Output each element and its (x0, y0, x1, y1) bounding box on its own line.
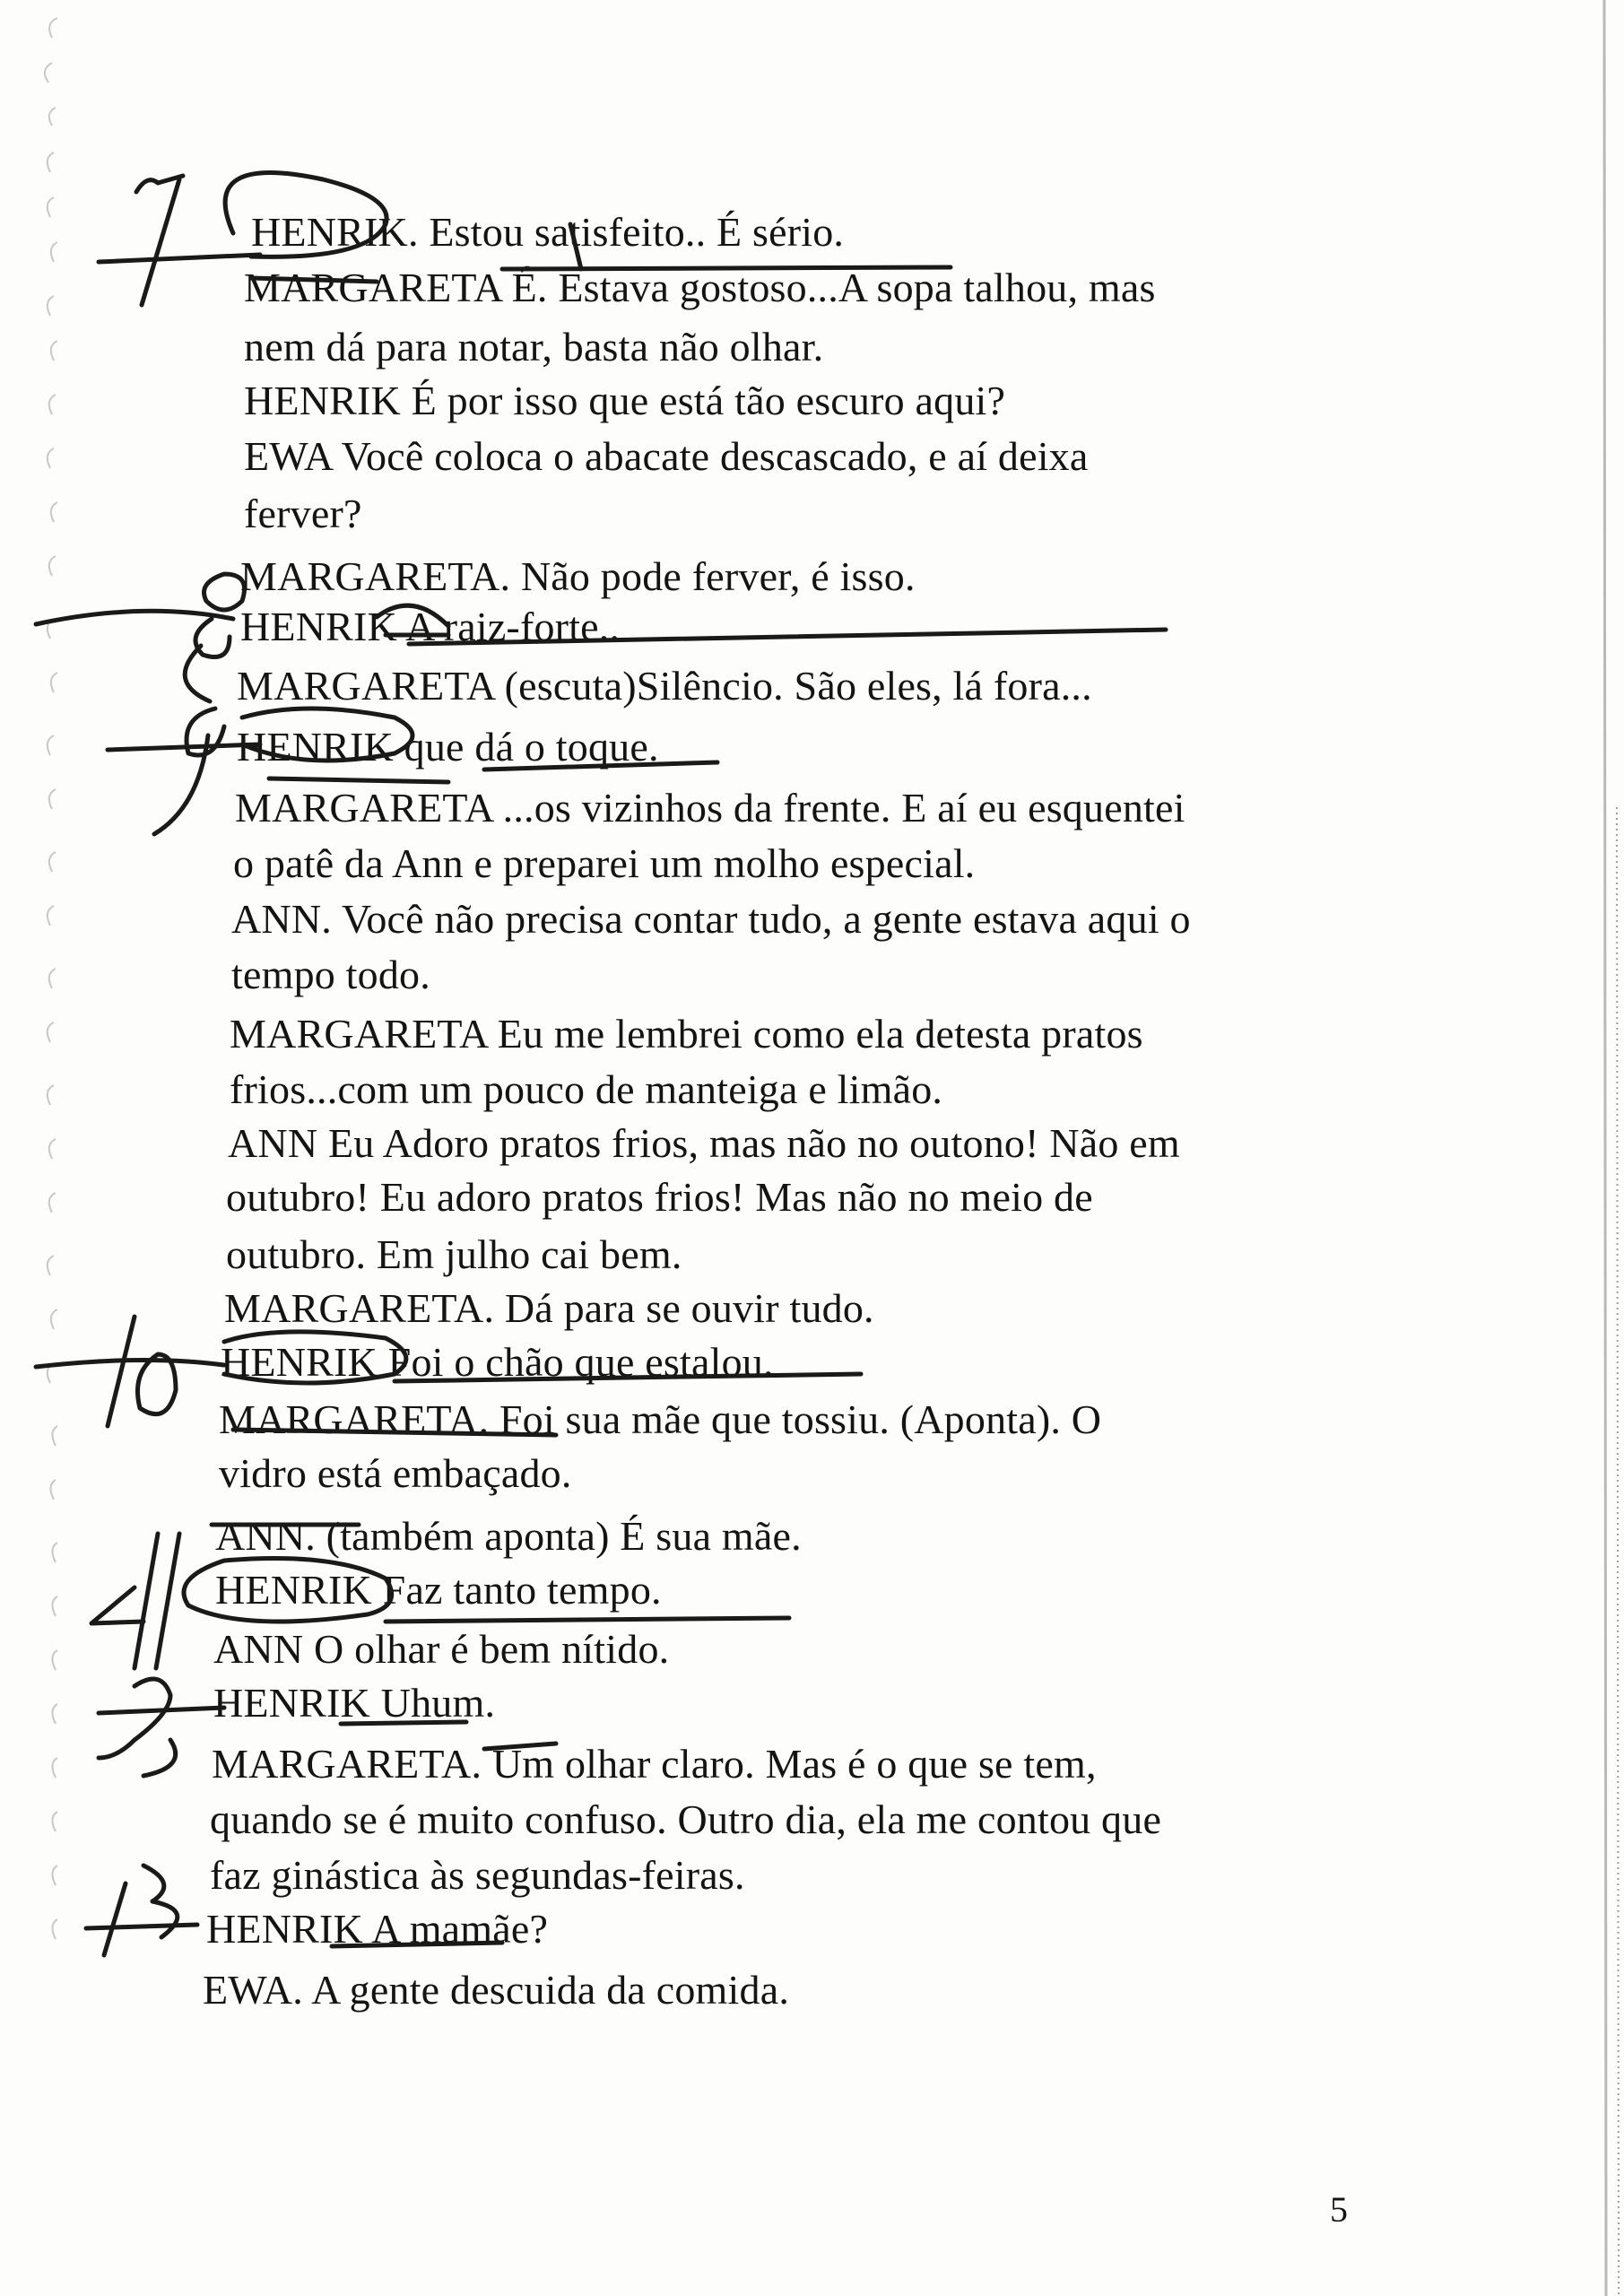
dialogue-line: MARGARETA. Um olhar claro. Mas é o que se tem, (212, 1741, 1097, 1787)
dialogue-line: o patê da Ann e preparei um molho especial. (233, 840, 976, 886)
dialogue-line: HENRIK Foi o chão que estalou. (221, 1339, 774, 1385)
dialogue-line: MARGARETA. Não pode ferver, é isso. (240, 553, 916, 599)
dialogue-line: faz ginástica às segundas-feiras. (210, 1852, 745, 1898)
dialogue-line: MARGARETA É. Estava gostoso...A sopa talhou, mas (244, 265, 1156, 310)
page-number: 5 (1330, 2189, 1348, 2230)
dialogue-line: nem dá para notar, basta não olhar. (244, 324, 824, 370)
dialogue-line: MARGARETA Eu me lembrei como ela detesta pratos (230, 1011, 1143, 1057)
dialogue-line: quando se é muito confuso. Outro dia, ela me contou que (210, 1796, 1162, 1842)
dialogue-line: outubro! Eu adoro pratos frios! Mas não no meio de (226, 1174, 1093, 1220)
dialogue-line: HENRIK A raiz-forte.. (240, 604, 621, 649)
dialogue-line: MARGARETA. Foi sua mãe que tossiu. (Aponta). O (219, 1396, 1102, 1442)
binder-holes (27, 0, 81, 2206)
dialogue-line: ANN. Você não precisa contar tudo, a gente estava aqui o (231, 896, 1191, 942)
dialogue-line: MARGARETA ...os vizinhos da frente. E aí eu esquentei (235, 785, 1185, 831)
dialogue-line: ferver? (244, 491, 362, 536)
dialogue-line: HENRIK A mamãe? (206, 1906, 549, 1952)
dialogue-line: ANN Eu Adoro pratos frios, mas não no outono! Não em (228, 1120, 1180, 1166)
dialogue-line: HENRIK Faz tanto tempo. (215, 1567, 662, 1613)
dialogue-line: HENRIK. Estou satisfeito.. É sério. (251, 209, 845, 255)
dialogue-line: HENRIK que dá o toque. (237, 724, 659, 770)
dialogue-line: EWA. A gente descuida da comida. (203, 1967, 790, 2013)
dialogue-line: ANN O olhar é bem nítido. (213, 1626, 670, 1672)
dialogue-line: HENRIK É por isso que está tão escuro aqui? (244, 378, 1006, 423)
scan-edge-shadow (1586, 0, 1624, 2296)
dialogue-line: MARGARETA (escuta)Silêncio. São eles, lá fora... (237, 663, 1092, 709)
dialogue-line: vidro está embaçado. (219, 1450, 572, 1496)
dialogue-line: MARGARETA. Dá para se ouvir tudo. (224, 1285, 874, 1331)
dialogue-line: tempo todo. (231, 952, 430, 997)
dialogue-line: HENRIK Uhum. (213, 1680, 496, 1726)
dialogue-line: EWA Você coloca o abacate descascado, e aí deixa (244, 433, 1089, 479)
dialogue-line: outubro. Em julho cai bem. (226, 1231, 682, 1277)
dialogue-line: ANN. (também aponta) É sua mãe. (215, 1513, 802, 1559)
dialogue-line: frios...com um pouco de manteiga e limão. (230, 1066, 943, 1112)
